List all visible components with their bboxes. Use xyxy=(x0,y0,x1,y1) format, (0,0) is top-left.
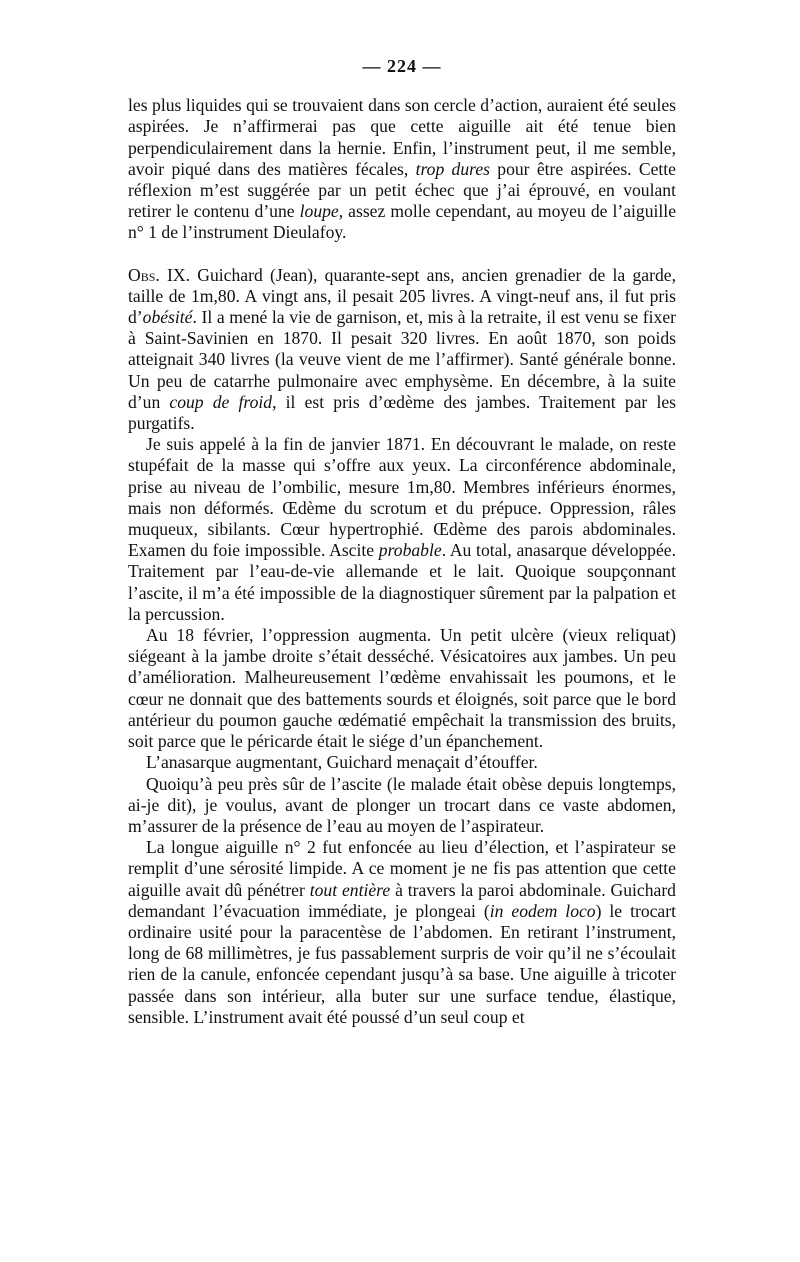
italic-text: trop dures xyxy=(415,158,490,179)
text-run: . Au total, anasarque développée. Traitement par l’eau-de-vie allemande et le lait. Quoique soupçonnant l’ascite, il m’a été impossible de la diagnostiquer sûrement par la palpation et la percussion. xyxy=(128,540,676,624)
text-run: Je suis appelé à la fin de janvier 1871. En découvrant le malade, on reste stupéfait de la masse qui s’offre aux yeux. La circonférence abdominale, prise au niveau de l’ombilic, mesure 1m,80. Membres inférieurs énormes, mais non déformés. Œdème du scrotum et du prépuce. Oppression, râles muqueux, sibilants. Cœur hypertrophié. Œdème des parois abdominales. Examen du foie impossible. Ascite xyxy=(128,434,676,561)
page-number: — 224 — xyxy=(362,56,442,76)
paragraph-p3 xyxy=(128,434,676,625)
text-run: Au 18 février, l’oppression augmenta. Un petit ulcère (vieux reliquat) siégeant à la jambe droite s’était desséché. Vésicatoires aux jambes. Un peu d’amélioration. Malheureusement l’œdème envahissait les poumons, et le cœur ne donnait que des battements sourds et éloignés, soit parce que le bord antérieur du poumon gauche œdématié empêchait la transmission des bruits, soit parce que le péricarde était le siége d’un épanchement. xyxy=(128,625,676,752)
paragraph-p7 xyxy=(128,837,676,1028)
text-run: Quoiqu’à peu près sûr de l’ascite (le malade était obèse depuis longtemps, ai-je dit), je voulus, avant de plonger un trocart dans ce vaste abdomen, m’assurer de la présence de l’eau au moyen de l’aspirateur. xyxy=(128,773,676,836)
text-run: L’anasarque augmentant, Guichard menaçait d’étouffer. xyxy=(146,752,538,773)
paragraph-p1 xyxy=(128,95,676,243)
text-run: à travers la paroi abdominale. Guichard demandant l’évacuation immédiate, je plongeai ( xyxy=(128,879,676,921)
paragraph-p2 xyxy=(128,265,676,435)
text-run: . Il a mené la vie de garnison, et, mis à la retraite, il est venu se fixer à Saint-Savinien en 1870. Il pesait 320 livres. En août 1870, son poids atteignait 340 livres (la veuve vient de me l’affirmer). Santé générale bonne. Un peu de catarrhe pulmonaire avec emphysème. En décembre, à la suite d’un xyxy=(128,307,676,412)
page-body-text xyxy=(128,95,676,1028)
text-run: Guichard (Jean), quarante-sept ans, ancien grenadier de la garde, taille de 1m,80. A vingt ans, il pesait 205 livres. A vingt-neuf ans, il fut pris d’ xyxy=(128,264,676,328)
book-page xyxy=(128,56,676,1028)
italic-text: loupe xyxy=(299,201,339,222)
italic-text: in eodem loco xyxy=(489,900,596,921)
observation-label: Obs. IX. xyxy=(128,264,191,285)
text-run: , assez molle cependant, au moyeu de l’aiguille n° 1 de l’instrument Dieulafoy. xyxy=(128,201,677,243)
paragraph-p6 xyxy=(128,774,676,838)
text-run: les plus liquides qui se trouvaient dans son cercle d’action, auraient été seules aspirées. Je n’affirmerai pas que cette aiguille ait été tenue bien perpendiculairement dans la hernie. Enfin, l’instrument peut, il me semble, avoir piqué dans des matières fécales, xyxy=(128,95,676,179)
italic-text: tout entière xyxy=(309,879,391,900)
italic-text: probable xyxy=(378,540,442,561)
text-run: ) le trocart ordinaire usité pour la paracentèse de l’abdomen. En retirant l’instrument, long de 68 millimètres, je fus passablement surpris de voir qu’il ne s’écoulait rien de la canule, enfoncée cependant jusqu’à sa base. Une aiguille à tricoter passée dans son intérieur, alla buter sur une surface tendue, élastique, sensible. L’instrument avait été poussé d’un seul coup et xyxy=(128,900,676,1027)
text-run: La longue aiguille n° 2 fut enfoncée au lieu d’élection, et l’aspirateur se remplit d’une sérosité limpide. A ce moment je ne fis pas attention que cette aiguille avait dû pénétrer xyxy=(128,837,676,900)
text-run: pour être aspirées. Cette réflexion m’est suggérée par un petit échec que j’ai éprouvé, en voulant retirer le contenu d’une xyxy=(128,158,676,222)
text-run: , il est pris d’œdème des jambes. Traitement par les purgatifs. xyxy=(128,391,676,434)
italic-text: obésité xyxy=(142,307,193,328)
paragraph-p5 xyxy=(128,752,676,773)
paragraph-p4 xyxy=(128,625,676,752)
italic-text: coup de froid xyxy=(169,391,273,412)
